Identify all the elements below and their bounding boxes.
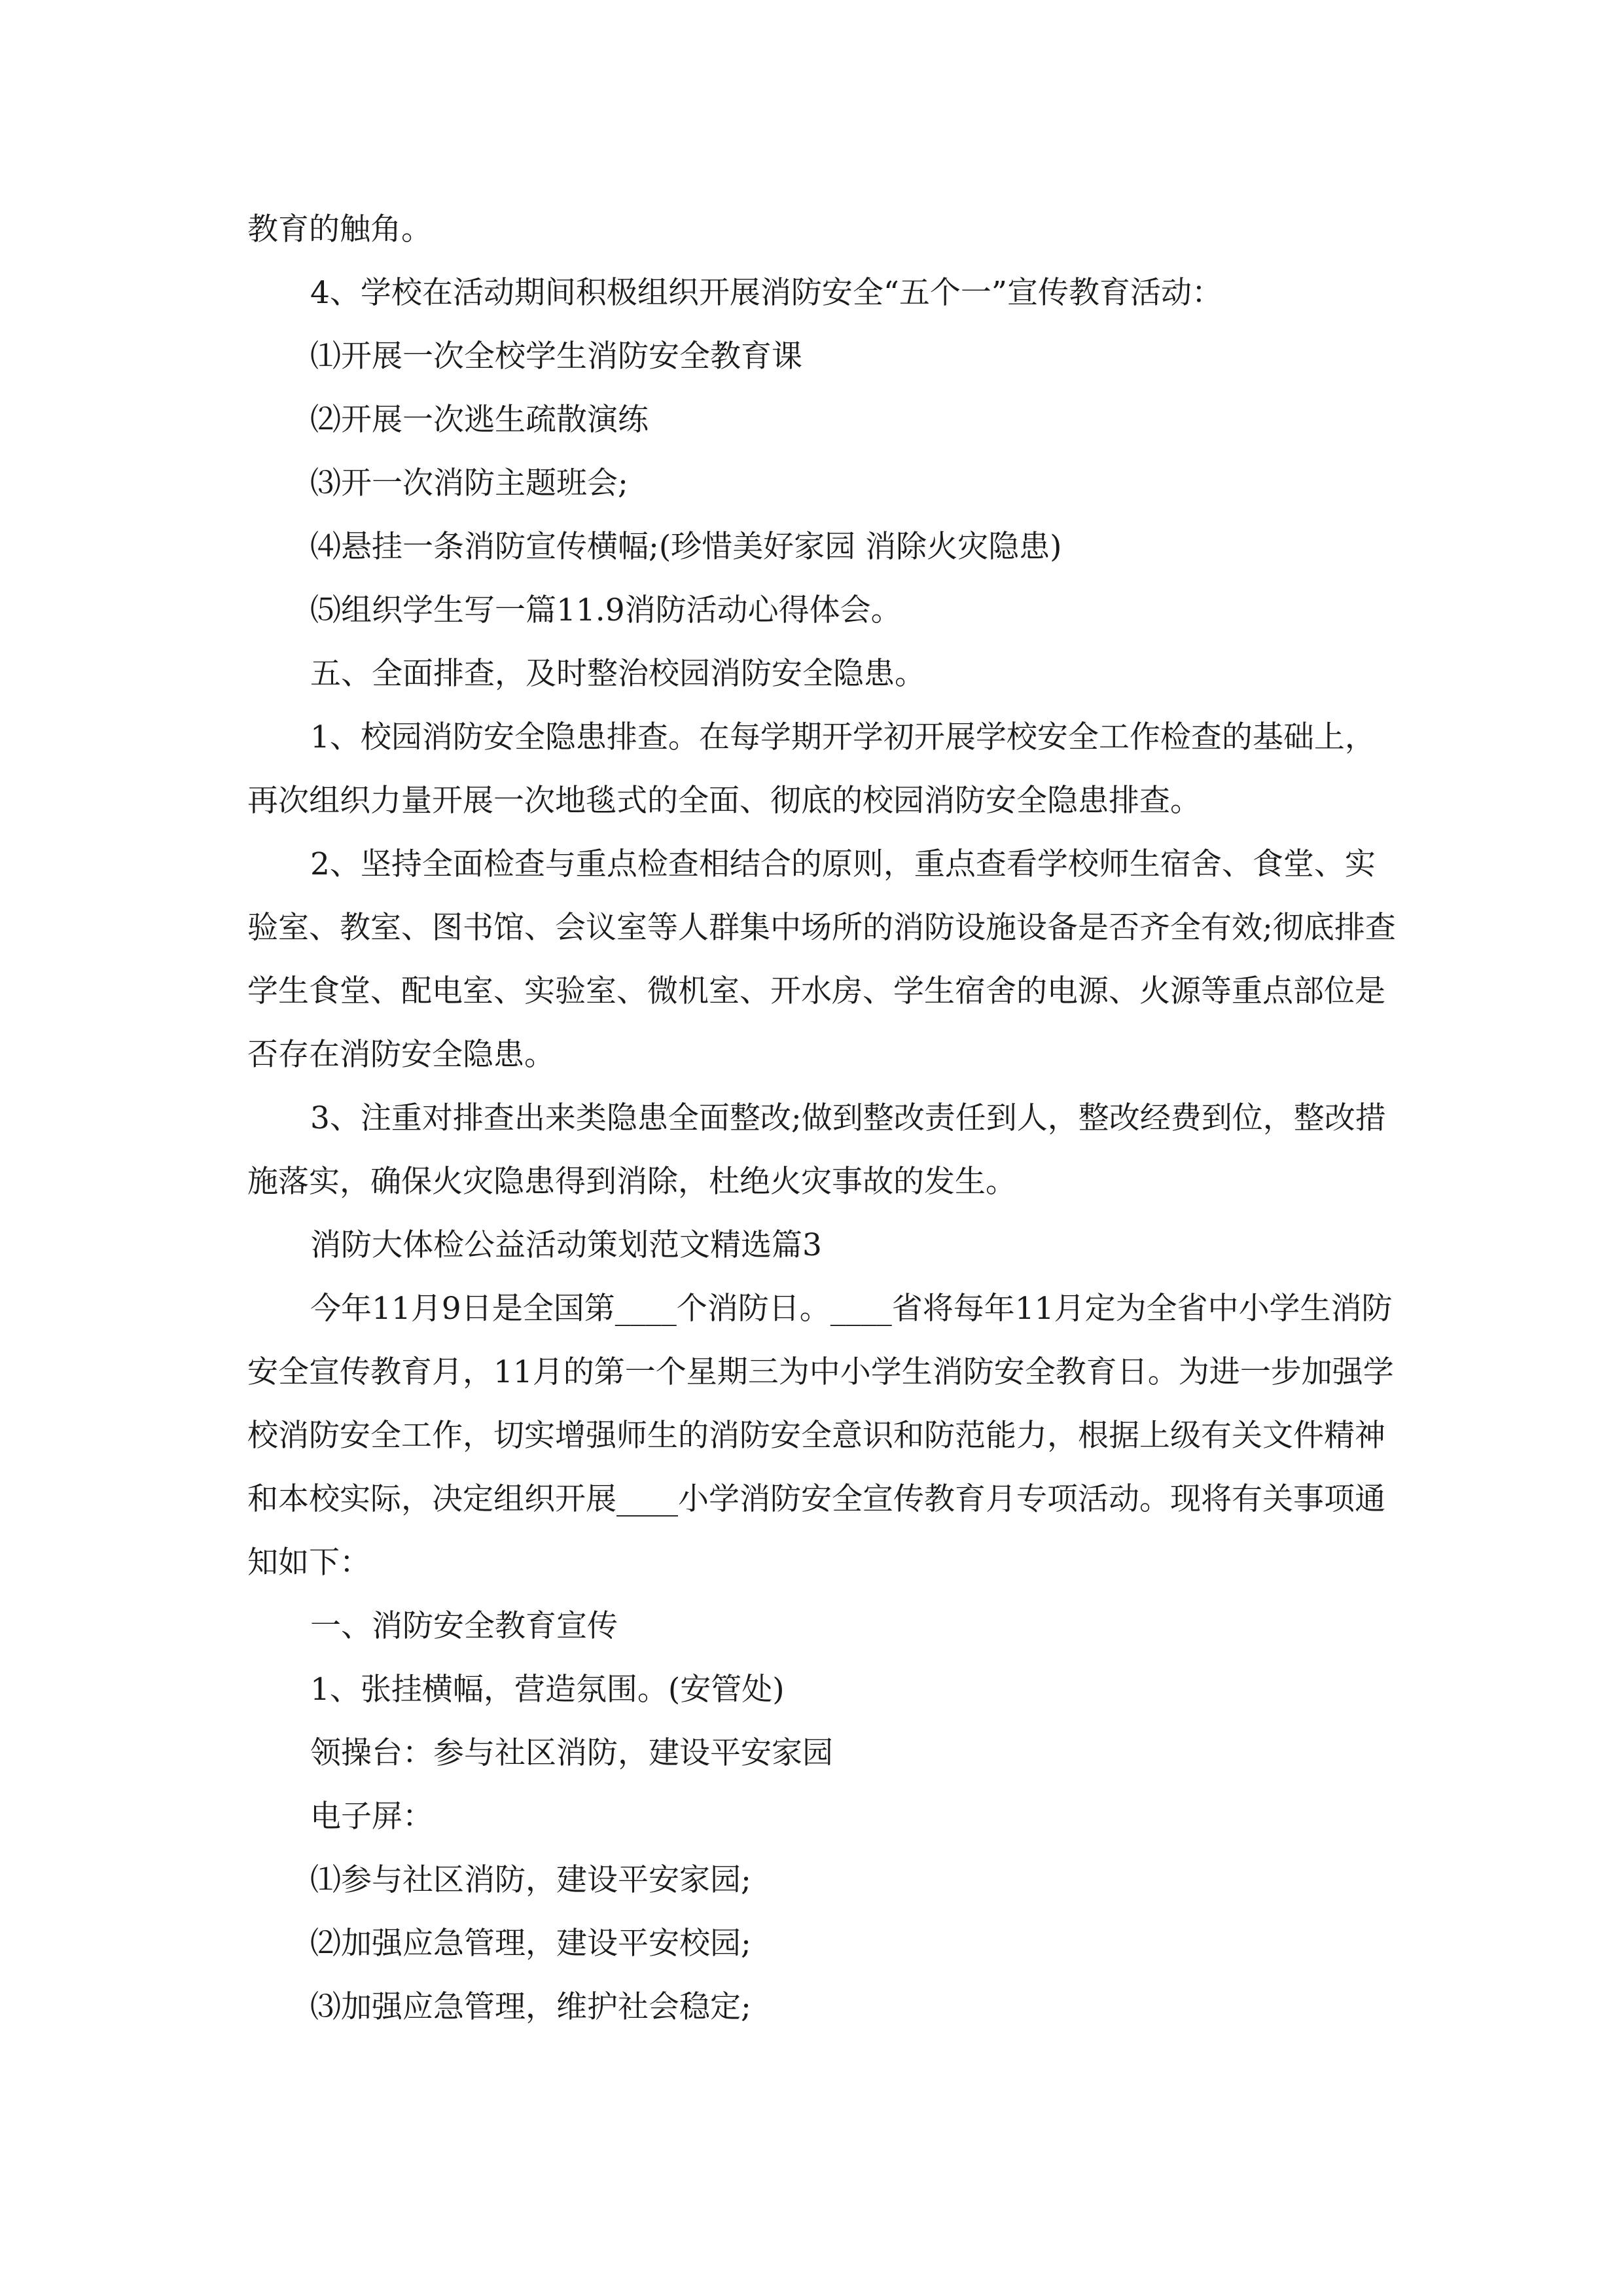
document-body xyxy=(247,198,1399,2039)
paragraph-sub-4: ⑷悬挂一条消防宣传横幅;(珍惜美好家园 消除火灾隐患) xyxy=(310,529,1062,565)
paragraph-sub-2: ⑵开展一次逃生疏散演练 xyxy=(310,402,649,438)
paragraph-continuation: 教育的触角。 xyxy=(247,211,432,247)
paragraph-intro: 今年11月9日是全国第____个消防日。____省将每年11月定为全省中小学生消防安全宣传教育月，11月的第一个星期三为中小学生消防安全教育日。为进一步加强学校消防安全工作，切实增强师生的消防安全意识和防范能力，根据上级有关文件精神和本校实际，决定组织开展____小学消防安全宣传教育月专项活动。现将有关事项通知如下： xyxy=(247,1291,1394,1581)
paragraph-screen-2: ⑵加强应急管理，建设平安校园; xyxy=(310,1926,751,1962)
paragraph-banner: 1、张挂横幅，营造氛围。(安管处) xyxy=(310,1672,785,1708)
paragraph-screen-3: ⑶加强应急管理，维护社会稳定; xyxy=(310,1989,751,2025)
paragraph-sub-5: ⑸组织学生写一篇11.9消防活动心得体会。 xyxy=(310,592,902,628)
paragraph-check-1: 1、校园消防安全隐患排查。在每学期开学初开展学校安全工作检查的基础上，再次组织力量开展一次地毯式的全面、彻底的校园消防安全隐患排查。 xyxy=(247,719,1376,819)
paragraph-sub-1: ⑴开展一次全校学生消防安全教育课 xyxy=(310,338,802,374)
paragraph-sub-3: ⑶开一次消防主题班会; xyxy=(310,465,628,501)
paragraph-screen-label: 电子屏： xyxy=(310,1799,433,1835)
article-title: 消防大体检公益活动策划范文精选篇3 xyxy=(310,1227,822,1263)
section-heading-5: 五、全面排查，及时整治校园消防安全隐患。 xyxy=(310,656,925,692)
section-heading-1: 一、消防安全教育宣传 xyxy=(310,1608,618,1644)
paragraph-item-4: 4、学校在活动期间积极组织开展消防安全“五个一”宣传教育活动： xyxy=(310,275,1222,311)
paragraph-stage: 领操台：参与社区消防，建设平安家园 xyxy=(310,1735,833,1771)
paragraph-check-2: 2、坚持全面检查与重点检查相结合的原则，重点查看学校师生宿舍、食堂、实验室、教室、图书馆、会议室等人群集中场所的消防设施设备是否齐全有效;彻底排查学生食堂、配电室、实验室、微机室、开水房、学生宿舍的电源、火源等重点部位是否存在消防安全隐患。 xyxy=(247,846,1396,1073)
paragraph-screen-1: ⑴参与社区消防，建设平安家园; xyxy=(310,1862,751,1898)
paragraph-check-3: 3、注重对排查出来类隐患全面整改;做到整改责任到人，整改经费到位，整改措施落实，确保火灾隐患得到消除，杜绝火灾事故的发生。 xyxy=(247,1100,1386,1200)
